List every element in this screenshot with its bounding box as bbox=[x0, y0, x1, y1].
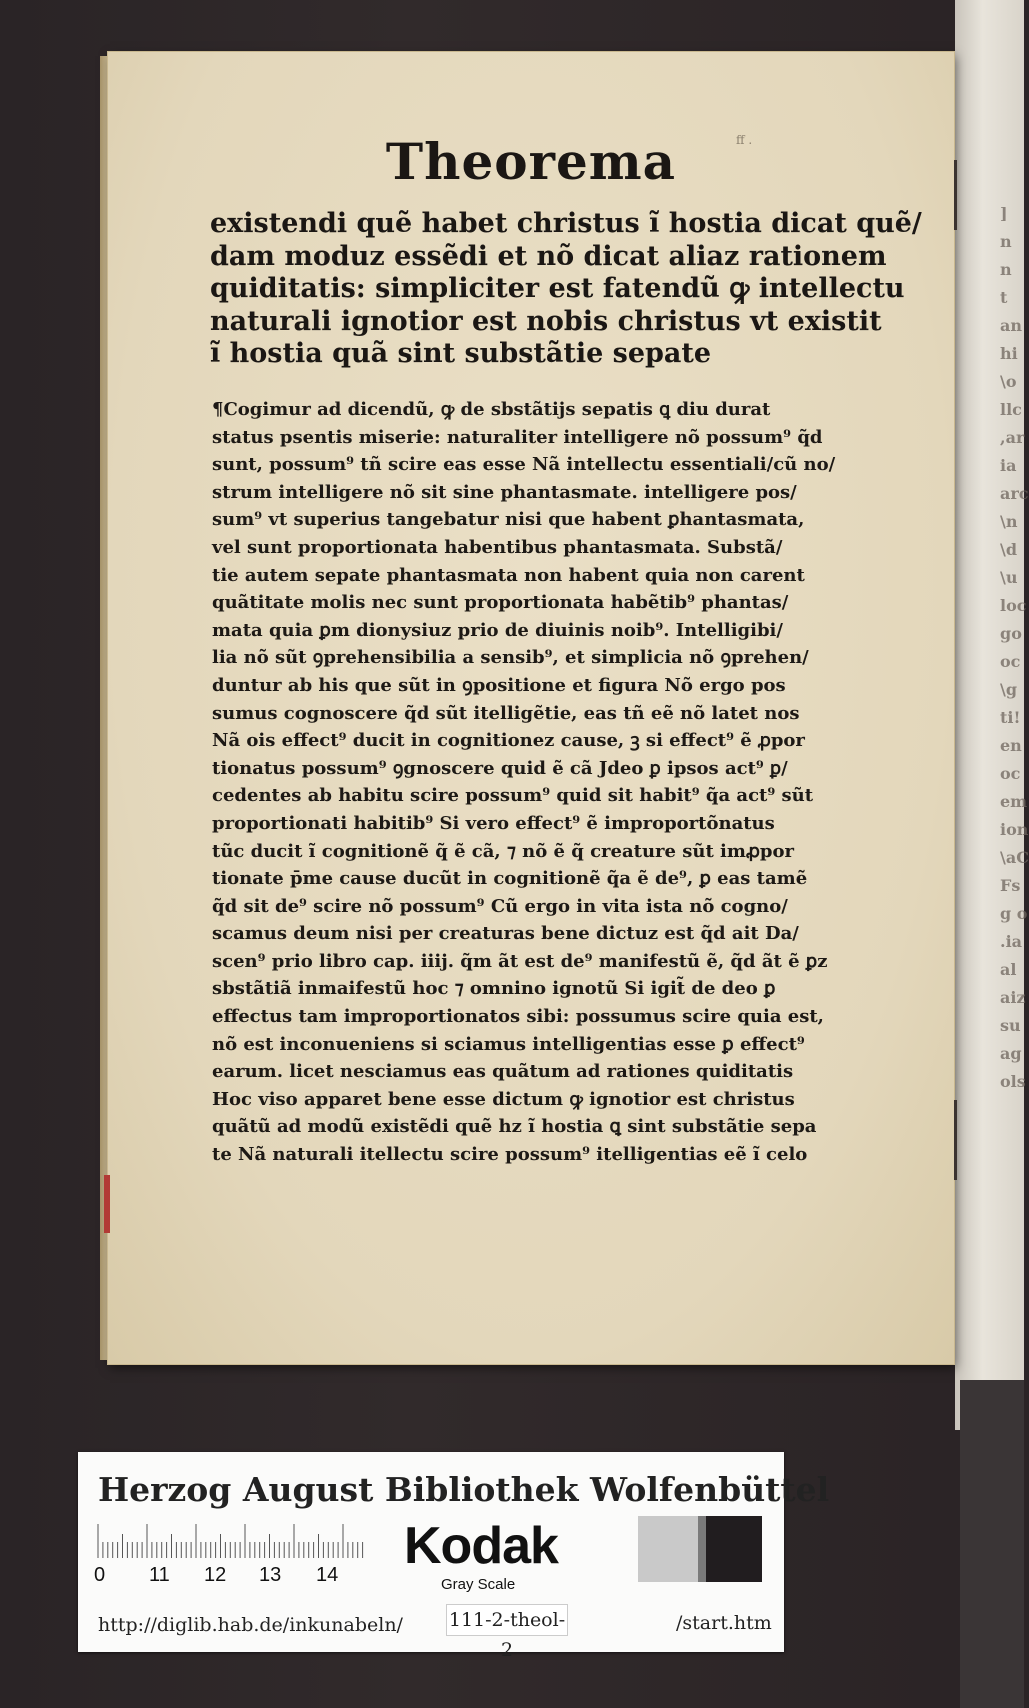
red-ribbon-mark bbox=[104, 1175, 110, 1233]
bleed-fragment: g o bbox=[1000, 904, 1028, 923]
bleed-fragment: ia bbox=[1000, 456, 1017, 475]
body-line: Nã ois effect⁹ ducit in cognitionez cause, ꝫ si effect⁹ ẽ ꝓpor bbox=[212, 730, 805, 752]
gray-scale-label: Gray Scale bbox=[441, 1576, 516, 1593]
body-line: status psentis miserie: naturaliter intelligere nõ possum⁹ q̃d bbox=[212, 426, 823, 448]
kodak-logo: Kodak bbox=[404, 1517, 558, 1575]
body-line: ¶Cogimur ad dicendũ, ꝙ de sbstãtijs sepatis ꝗ diu durat bbox=[212, 399, 771, 420]
body-line: sum⁹ vt superius tangebatur nisi que habent ꝑhantasmata, bbox=[212, 509, 805, 531]
body-line: quãtitate molis nec sunt proportionata habẽtib⁹ phantas/ bbox=[212, 592, 789, 614]
bleed-fragment: arc bbox=[1000, 484, 1029, 503]
gray-swatch-light bbox=[638, 1516, 698, 1582]
ruler-label: 11 bbox=[149, 1564, 170, 1586]
bleed-fragment: \aC bbox=[1000, 848, 1029, 867]
body-line: Hoc viso apparet bene esse dictum ꝙ ignotior est christus bbox=[212, 1088, 795, 1110]
body-line: lia nõ sũt ꝯprehensibilia a sensib⁹, et simplicia nõ ꝯprehen/ bbox=[212, 647, 809, 669]
body-line: quãtũ ad modũ existẽdi quẽ hz ĩ hostia ꝗ sint substãtie sepa bbox=[212, 1116, 817, 1138]
body-paragraph bbox=[212, 396, 922, 1169]
body-line: scamus deum nisi per creaturas bene dictuz est q̃d ait Da/ bbox=[212, 923, 799, 945]
body-line: nõ est inconueniens si sciamus intelligentias esse ꝑ effect⁹ bbox=[212, 1033, 805, 1055]
body-line: te Nã naturali itellectu scire possum⁹ itelligentias eẽ ĩ celo bbox=[212, 1144, 808, 1166]
bleed-fragment: al bbox=[1000, 960, 1017, 979]
url-suffix: /start.htm bbox=[676, 1612, 772, 1634]
bleed-fragment: em bbox=[1000, 792, 1028, 811]
body-line: sumus cognoscere q̃d sũt itelligẽtie, eas tñ eẽ nõ latet nos bbox=[212, 702, 800, 724]
ruler-label: 12 bbox=[204, 1564, 227, 1586]
url-base: http://diglib.hab.de/inkunabeln/ bbox=[98, 1614, 403, 1636]
bleed-fragment: ion bbox=[1000, 820, 1029, 839]
bleed-fragment: ti! bbox=[1000, 708, 1021, 727]
body-line: sunt, possum⁹ tñ scire eas esse Nã intellectu essentiali/cũ no/ bbox=[212, 454, 836, 476]
ruler-scale bbox=[96, 1524, 366, 1558]
body-line: effectus tam improportionatos sibi: possumus scire quia est, bbox=[212, 1006, 824, 1028]
calibration-card bbox=[78, 1452, 830, 1661]
bleed-fragment: ols bbox=[1000, 1072, 1026, 1091]
body-line: cedentes ab habitu scire possum⁹ quid sit habit⁹ q̃a act⁹ sũt bbox=[212, 785, 814, 807]
bleed-fragment: loc bbox=[1000, 596, 1027, 615]
intro-line: existendi quẽ habet christus ĩ hostia dicat quẽ/ bbox=[210, 208, 922, 239]
signature-mark: ff . bbox=[736, 133, 753, 147]
body-line: mata quia ꝑm dionysiuz prio de diuinis noib⁹. Intelligibi/ bbox=[212, 619, 783, 641]
body-line: sbstãtiã inmaifestũ hoc ⁊ omnino ignotũ Si igit̃ de deo ꝑ bbox=[212, 978, 776, 1000]
bleed-fragment: \g bbox=[1000, 680, 1018, 699]
bleed-fragment: go bbox=[1000, 624, 1022, 643]
intro-line: quiditatis: simpliciter est fatendũ ꝙ intellectu bbox=[210, 273, 905, 304]
body-line: tie autem sepate phantasmata non habent quia non carent bbox=[212, 564, 805, 586]
adjacent-page-bleed-text bbox=[1000, 200, 1029, 1096]
bleed-fragment: Fs bbox=[1000, 876, 1021, 895]
bleed-fragment: en bbox=[1000, 736, 1022, 755]
library-name: Herzog August Bibliothek Wolfenbüttel bbox=[98, 1470, 830, 1509]
body-line: vel sunt proportionata habentibus phantasmata. Substã/ bbox=[212, 536, 783, 558]
bleed-fragment: \d bbox=[1000, 540, 1018, 559]
ruler-label: 14 bbox=[316, 1564, 339, 1586]
bleed-fragment: aiz bbox=[1000, 988, 1026, 1007]
bleed-fragment: oc bbox=[1000, 764, 1021, 783]
intro-line: dam moduz essẽdi et nõ dicat aliaz rationem bbox=[210, 240, 887, 272]
ruler-label: 0 bbox=[94, 1564, 106, 1586]
body-line: tionatus possum⁹ ꝯgnoscere quid ẽ cã Jdeo ꝑ ipsos act⁹ ꝑ/ bbox=[212, 757, 788, 779]
bleed-fragment: \o bbox=[1000, 372, 1017, 391]
bleed-fragment: oc bbox=[1000, 652, 1021, 671]
bleed-fragment: \n bbox=[1000, 512, 1018, 531]
body-line: tionate p̄me cause ducũt in cognitionẽ q̃a ẽ de⁹, ꝑ eas tamẽ bbox=[212, 868, 808, 890]
bleed-fragment: an bbox=[1000, 316, 1022, 335]
body-line: proportionati habitib⁹ Si vero effect⁹ ẽ improportõnatus bbox=[212, 812, 775, 834]
adjacent-dark-strip bbox=[960, 1380, 1024, 1708]
bleed-fragment: ] bbox=[1000, 204, 1008, 223]
bleed-fragment: ,ar bbox=[1000, 428, 1025, 447]
ruler-labels bbox=[94, 1564, 374, 1588]
bleed-fragment: hi bbox=[1000, 344, 1018, 363]
body-line: strum intelligere nõ sit sine phantasmate. intelligere pos/ bbox=[212, 481, 797, 503]
body-line: duntur ab his que sũt in ꝯpositione et figura Nõ ergo pos bbox=[212, 674, 786, 696]
gray-swatch-mid bbox=[698, 1516, 706, 1582]
gray-swatch-dark bbox=[706, 1516, 762, 1582]
body-line: scen⁹ prio libro cap. iiij. q̃m ãt est de⁹ manifestũ ẽ, q̃d ãt ẽ ꝑz bbox=[212, 950, 828, 972]
intro-line: naturali ignotior est nobis christus vt existit bbox=[210, 305, 882, 337]
intro-line: ĩ hostia quã sint substãtie sepate bbox=[210, 338, 712, 369]
bleed-fragment: \u bbox=[1000, 568, 1018, 587]
body-line: tũc ducit ĩ cognitionẽ q̃ ẽ cã, ⁊ nõ ẽ q̃ creature sũt imꝓpor bbox=[212, 840, 794, 862]
body-line: q̃d sit de⁹ scire nõ possum⁹ Cũ ergo in vita ista nõ cogno/ bbox=[212, 895, 788, 917]
body-line: earum. licet nesciamus eas quãtum ad rationes quiditatis bbox=[212, 1061, 794, 1083]
page-headline: Theorema bbox=[385, 132, 677, 191]
bleed-fragment: su bbox=[1000, 1016, 1021, 1035]
bleed-fragment: ag bbox=[1000, 1044, 1022, 1063]
margin-rule-bottom bbox=[954, 1100, 957, 1180]
bleed-fragment: .ia bbox=[1000, 932, 1023, 951]
bleed-fragment: n bbox=[1000, 260, 1012, 279]
url-shelfmark: 111-2-theol-2 bbox=[446, 1604, 568, 1636]
margin-rule-top bbox=[954, 160, 957, 230]
bleed-fragment: llc bbox=[1000, 400, 1022, 419]
intro-paragraph bbox=[210, 208, 922, 371]
bleed-fragment: n bbox=[1000, 232, 1012, 251]
ruler-label: 13 bbox=[259, 1564, 282, 1586]
bleed-fragment: t bbox=[1000, 288, 1008, 307]
